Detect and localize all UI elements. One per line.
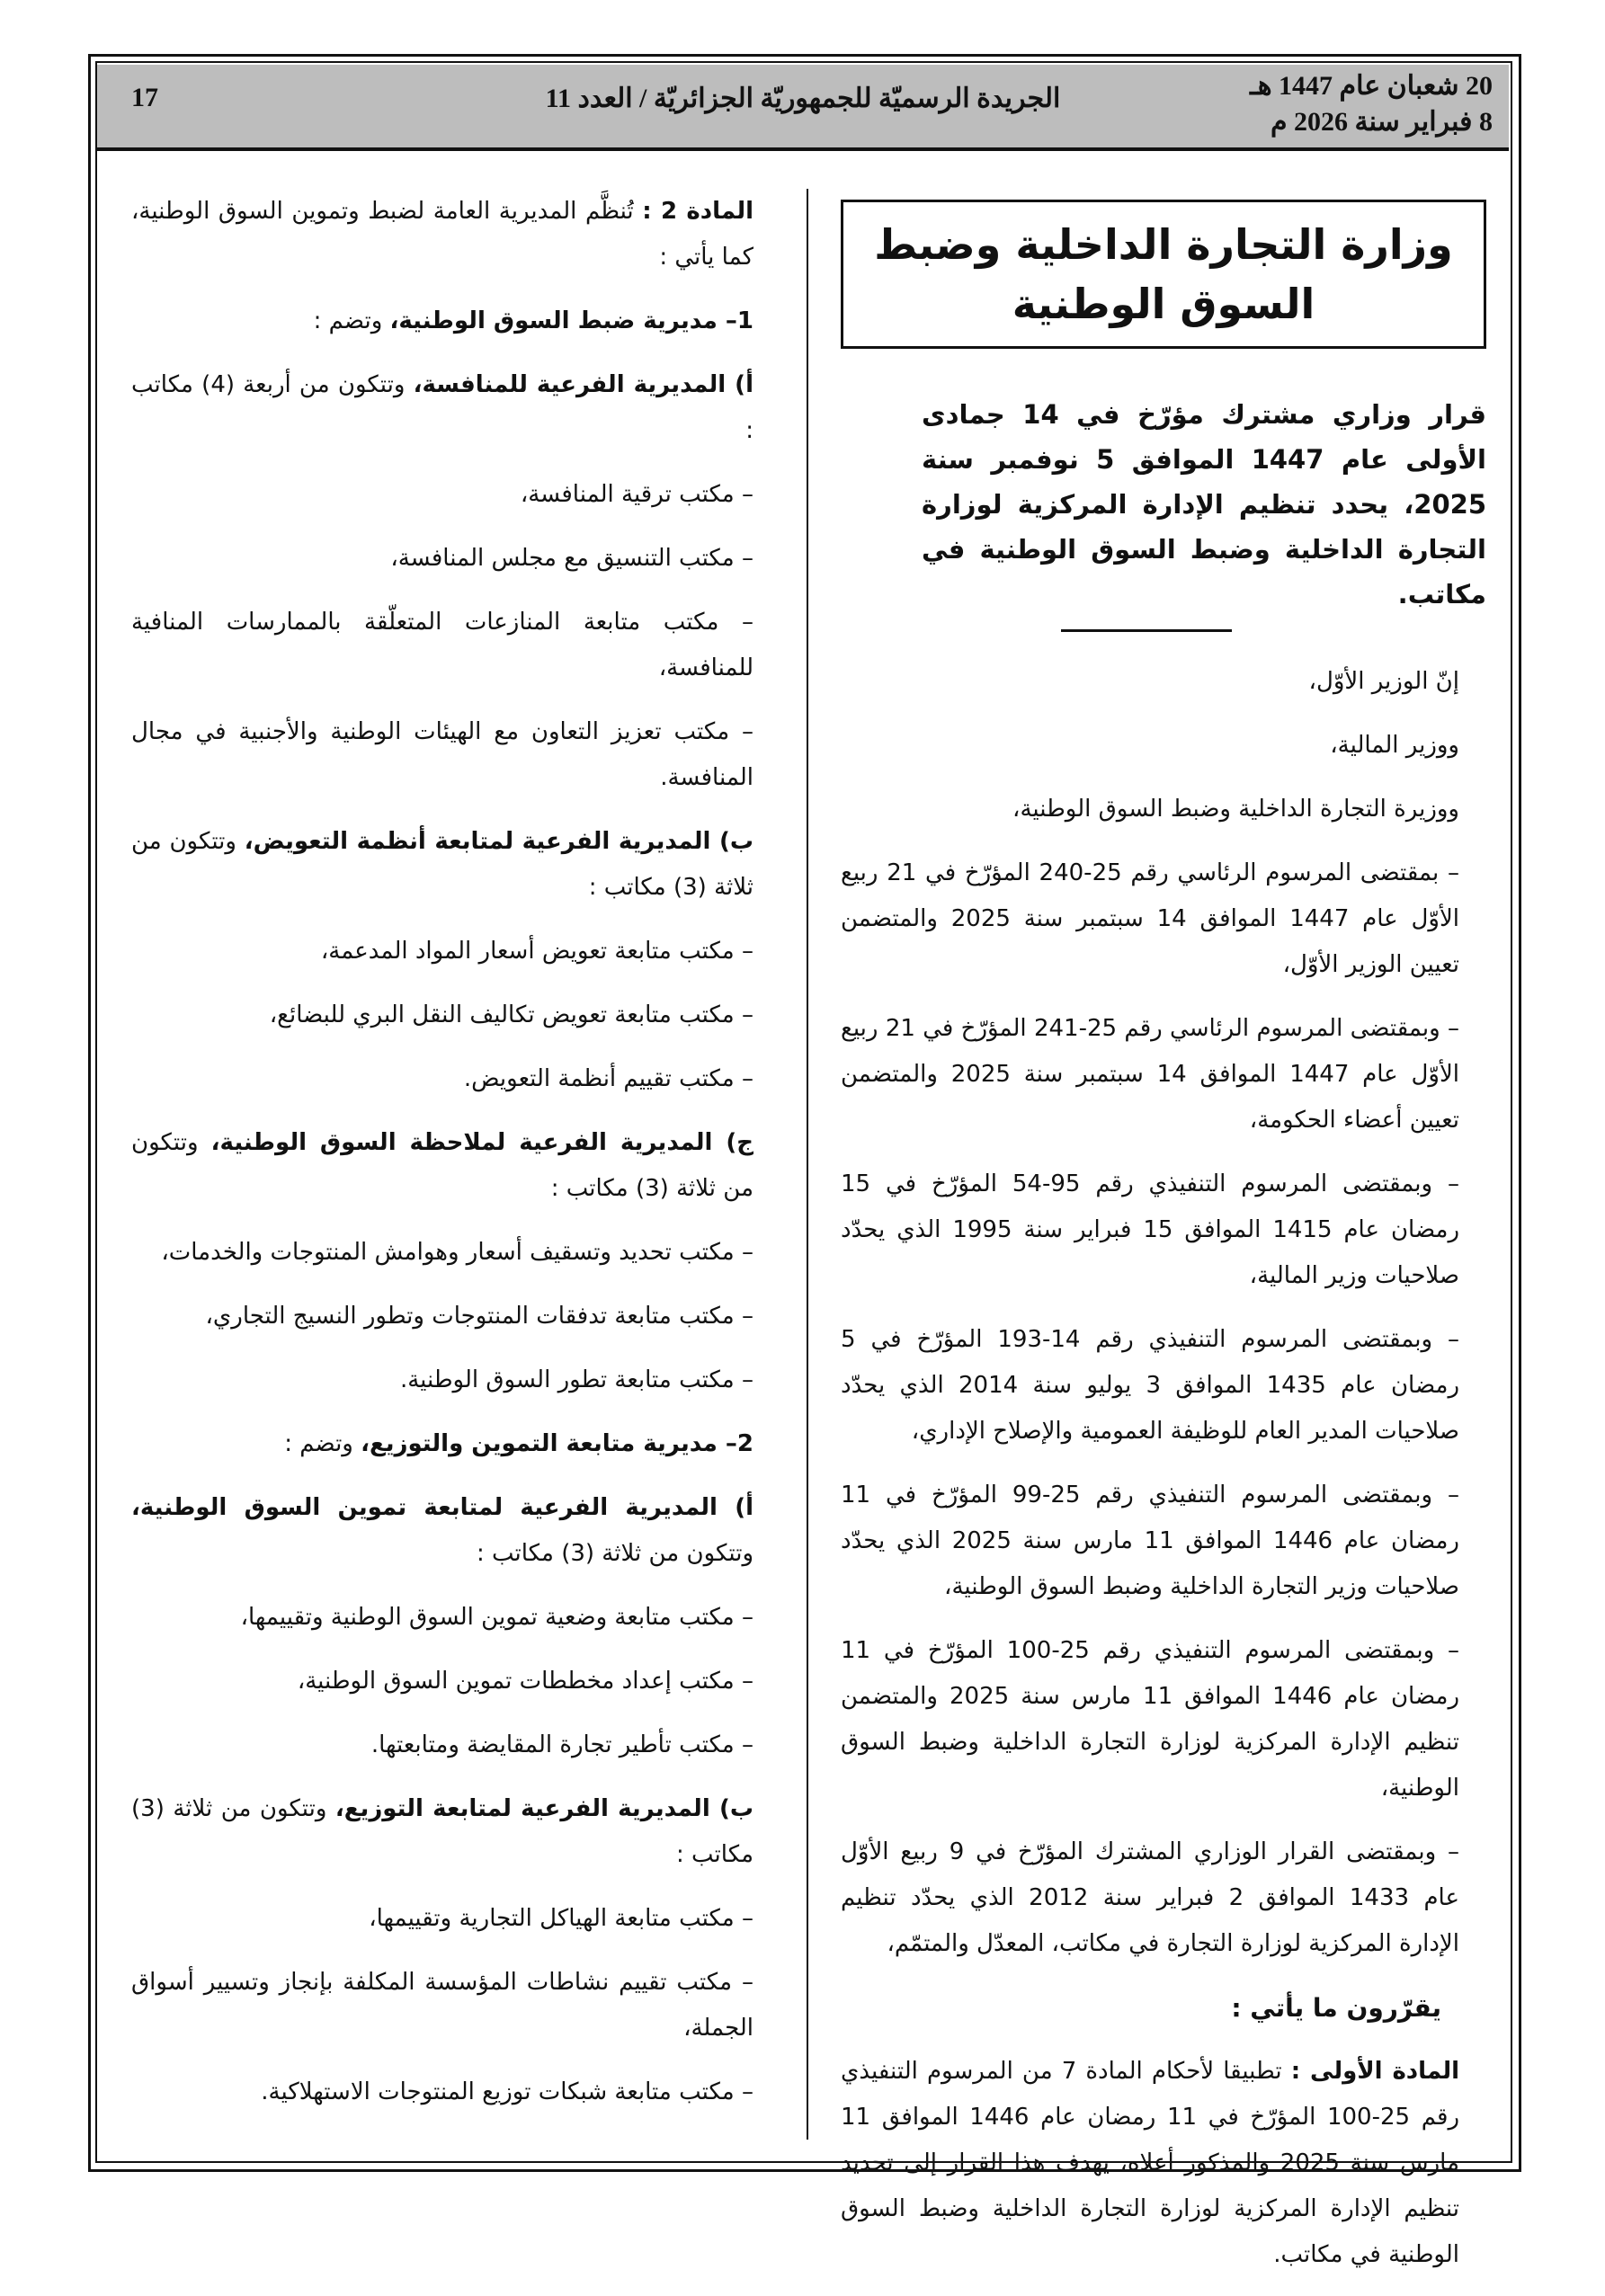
signatory: ووزيرة التجارة الداخلية وضبط السوق الوطنية، <box>1012 796 1459 823</box>
recital-paragraph: – وبمقتضى المرسوم التنفيذي رقم 25-99 المؤرّخ في 11 رمضان عام 1446 الموافق 11 مارس سنة 2025 الذي يحدّد صلاحيات وزير التجارة الداخلية وضبط السوق الوطنية، <box>841 1482 1459 1600</box>
section-heading <box>131 1421 780 1467</box>
heading-label: ج) المديرية الفرعية لملاحظة السوق الوطنية، <box>210 1129 753 1156</box>
section-heading <box>131 1120 780 1212</box>
office-item <box>131 1595 780 1641</box>
gregorian-date: 8 فبراير سنة 2026 م <box>1270 107 1493 137</box>
paragraph-text: وتتكون من ثلاثة (3) مكاتب : <box>131 828 753 901</box>
office-item <box>131 929 780 974</box>
preamble-signatories <box>841 659 1486 832</box>
section-heading <box>131 1786 780 1878</box>
recital-paragraph: – وبمقتضى المرسوم التنفيذي رقم 25-100 المؤرّخ في 11 رمضان عام 1446 الموافق 11 مارس سنة 2025 والمتضمن تنظيم الإدارة المركزية لوزارة التجارة الداخلية وضبط السوق الوطنية، <box>841 1637 1460 1802</box>
office-item <box>131 1294 780 1339</box>
recital-paragraph: – وبمقتضى المرسوم التنفيذي رقم 14-193 المؤرّخ في 5 رمضان عام 1435 الموافق 3 يوليو سنة 2014 الذي يحدّد صلاحيات المدير العام للوظيفة العمومية والإصلاح الإداري، <box>841 1326 1459 1445</box>
section-heading <box>131 189 780 280</box>
section-heading <box>131 1485 780 1577</box>
paragraph-text: – مكتب تقييم نشاطات المؤسسة المكلفة بإنجاز وتسيير أسواق الجملة، <box>131 1969 753 2042</box>
journal-title: الجريدة الرسميّة للجمهوريّة الجزائريّة / العدد 11 <box>545 84 1061 113</box>
paragraph-text: – مكتب ترقية المنافسة، <box>520 481 753 508</box>
paragraph-text: – مكتب إعداد مخططات تموين السوق الوطنية، <box>297 1668 753 1695</box>
recital-paragraph: – وبمقتضى القرار الوزاري المشترك المؤرّخ في 9 ربيع الأوّل عام 1433 الموافق 2 فبراير سنة 2012 الذي يحدّد تنظيم الإدارة المركزية لوزارة التجارة في مكاتب، المعدّل والمتمّم، <box>841 1838 1459 1957</box>
heading-label: 1– مديرية ضبط السوق الوطنية، <box>389 307 753 334</box>
paragraph-text: – مكتب تقييم أنظمة التعويض. <box>463 1065 753 1092</box>
recital-paragraph: – بمقتضى المرسوم الرئاسي رقم 25-240 المؤرّخ في 21 ربيع الأوّل عام 1447 الموافق 14 سبتمبر سنة 2025 والمتضمن تعيين الوزير الأوّل، <box>841 859 1459 978</box>
paragraph-text: وتتكون من أربعة (4) مكاتب : <box>131 371 753 444</box>
paragraph-text: وتضم : <box>313 307 390 334</box>
paragraph-text: – مكتب متابعة تطور السوق الوطنية. <box>399 1366 753 1393</box>
heading-label: أ) المديرية الفرعية لمتابعة تموين السوق الوطنية، <box>131 1494 753 1521</box>
office-item <box>131 709 780 801</box>
heading-label: المادة 2 : <box>642 198 753 225</box>
paragraph-text: – مكتب متابعة وضعية تموين السوق الوطنية وتقييمها، <box>240 1604 753 1631</box>
column-divider <box>807 189 808 2140</box>
recitals <box>841 850 1486 1967</box>
paragraph-text: وتتكون من ثلاثة (3) مكاتب : <box>131 1795 753 1868</box>
office-item <box>131 992 780 1038</box>
paragraph-text: – مكتب متابعة الهياكل التجارية وتقييمها، <box>369 1905 753 1932</box>
office-item <box>131 600 780 691</box>
ministry-title: وزارة التجارة الداخلية وضبط السوق الوطنية <box>841 200 1486 349</box>
paragraph-text: – مكتب متابعة شبكات توزيع المنتوجات الاستهلاكية. <box>261 2078 753 2105</box>
paragraph-text: – مكتب تأطير تجارة المقايضة ومتابعتها. <box>370 1731 753 1758</box>
office-item <box>131 1659 780 1704</box>
office-item <box>131 1357 780 1403</box>
hijri-date: 20 شعبان عام 1447 هـ <box>1249 71 1493 101</box>
article-1 <box>841 2049 1486 2278</box>
section-heading <box>131 298 780 344</box>
left-column <box>131 189 780 2133</box>
heading-label: ب) المديرية الفرعية لمتابعة التوزيع، <box>334 1795 754 1822</box>
office-item <box>131 1896 780 1942</box>
decision-title: قرار وزاري مشترك مؤرّخ في 14 جمادى الأولى عام 1447 الموافق 5 نوفمبر سنة 2025، يحدد تنظيم الإدارة المركزية لوزارة التجارة الداخلية وضبط السوق الوطنية في مكاتب. <box>922 399 1487 610</box>
section-heading <box>131 362 780 454</box>
signatory: ووزير المالية، <box>1330 732 1459 759</box>
paragraph-text: وتضم : <box>284 1430 361 1457</box>
recital-paragraph: – وبمقتضى المرسوم الرئاسي رقم 25-241 المؤرّخ في 21 ربيع الأوّل عام 1447 الموافق 14 سبتمبر سنة 2025 والمتضمن تعيين أعضاء الحكومة، <box>841 1015 1460 1134</box>
paragraph-text: – مكتب تحديد وتسقيف أسعار وهوامش المنتوجات والخدمات، <box>161 1239 753 1266</box>
paragraph-text: – مكتب متابعة تعويض أسعار المواد المدعمة، <box>320 938 753 965</box>
paragraph-text: وتتكون من ثلاثة (3) مكاتب : <box>476 1540 753 1567</box>
paragraph-text: – مكتب تعزيز التعاون مع الهيئات الوطنية والأجنبية في مجال المنافسة. <box>131 718 753 791</box>
journal-header <box>97 65 1509 151</box>
paragraph-text: وتتكون من ثلاثة (3) مكاتب : <box>131 1129 753 1202</box>
office-item <box>131 472 780 518</box>
paragraph-text: – مكتب التنسيق مع مجلس المنافسة، <box>390 545 753 572</box>
office-item <box>131 536 780 582</box>
recital-paragraph: – وبمقتضى المرسوم التنفيذي رقم 95-54 المؤرّخ في 15 رمضان عام 1415 الموافق 15 فبراير سنة 1995 الذي يحدّد صلاحيات وزير المالية، <box>841 1170 1459 1289</box>
article-label: المادة الأولى : <box>1290 2058 1459 2085</box>
paragraph-text: – مكتب متابعة تدفقات المنتوجات وتطور النسيج التجاري، <box>205 1303 753 1330</box>
signatory: إنّ الوزير الأوّل، <box>1308 668 1459 695</box>
paragraph-text: – مكتب متابعة تعويض تكاليف النقل البري للبضائع، <box>269 1001 753 1028</box>
office-item <box>131 1722 780 1768</box>
heading-label: 2– مديرية متابعة التموين والتوزيع، <box>361 1430 753 1457</box>
heading-label: أ) المديرية الفرعية للمنافسة، <box>413 371 753 398</box>
office-item <box>131 2069 780 2115</box>
paragraph-text: تُنظَّم المديرية العامة لضبط وتموين السوق الوطنية، كما يأتي : <box>131 198 753 271</box>
right-column <box>841 189 1486 2296</box>
office-item <box>131 1056 780 1102</box>
decree-heading: يقرّرون ما يأتي : <box>1231 1993 1441 2023</box>
section-heading <box>131 819 780 911</box>
heading-label: ب) المديرية الفرعية لمتابعة أنظمة التعويض، <box>244 828 753 855</box>
paragraph-text: – مكتب متابعة المنازعات المتعلّقة بالممارسات المنافية للمنافسة، <box>131 609 753 681</box>
page-number: 17 <box>131 83 158 112</box>
office-item <box>131 1230 780 1276</box>
separator-rule <box>1061 629 1232 632</box>
office-item <box>131 1960 780 2051</box>
article-text: تطبيقا لأحكام المادة 7 من المرسوم التنفيذي رقم 25-100 المؤرّخ في 11 رمضان عام 1446 الموافق 11 مارس سنة 2025 والمذكور أعلاه، يهدف هذا القرار إلى تحديد تنظيم الإدارة المركزية لوزارة التجارة الداخلية وضبط السوق الوطنية في مكاتب. <box>841 2058 1460 2268</box>
